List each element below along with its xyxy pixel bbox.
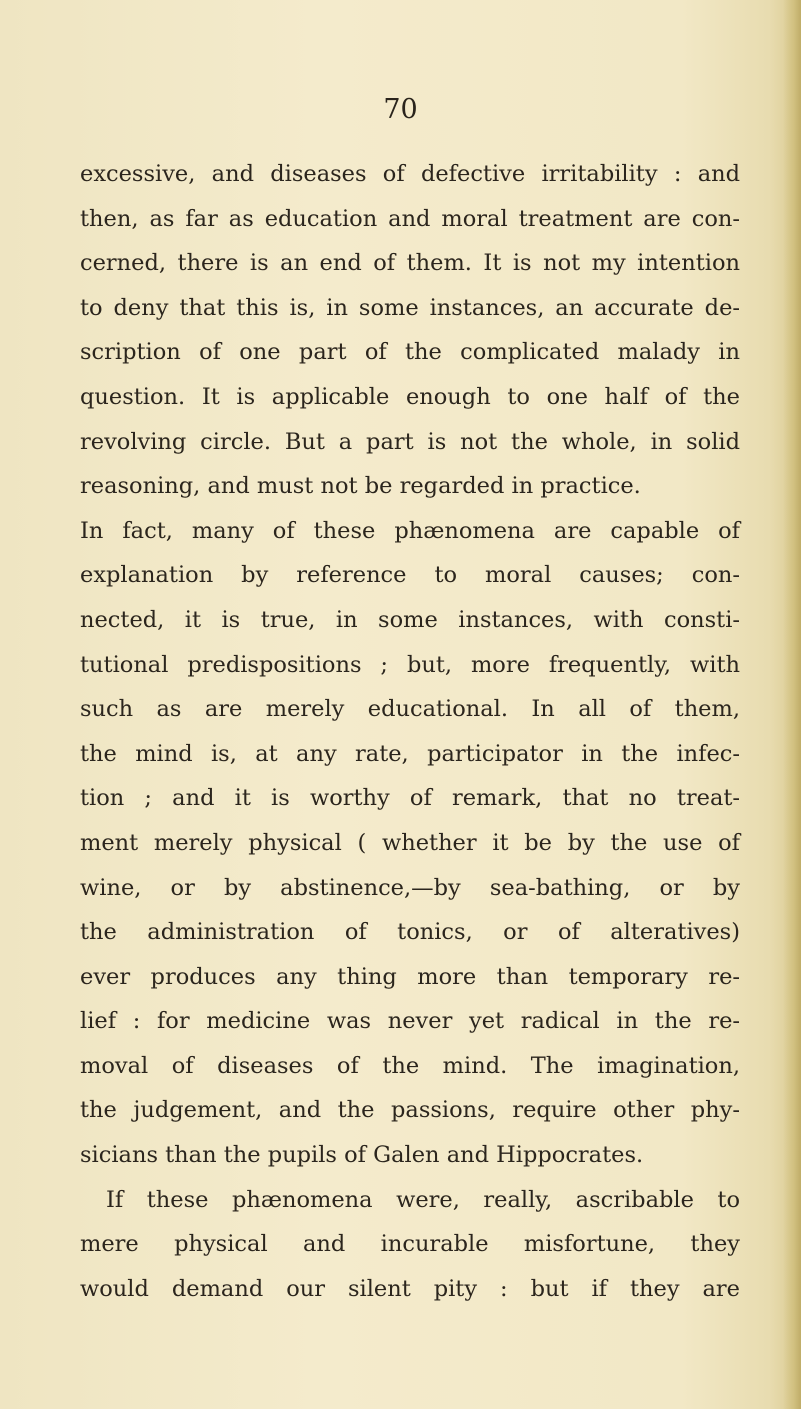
text-line: ever produces any thing more than temporary re- bbox=[80, 963, 740, 990]
text-line: tutional predispositions ; but, more frequently, with bbox=[80, 651, 740, 678]
text-line: lief : for medicine was never yet radical in the re- bbox=[80, 1008, 740, 1035]
text-line: such as are merely educational. In all of them, bbox=[80, 696, 740, 723]
text-line: If these phænomena were, really, ascribable to bbox=[106, 1186, 740, 1213]
text-line: In fact, many of these phænomena are capable of bbox=[80, 517, 740, 544]
text-line: would demand our silent pity : but if they are bbox=[80, 1275, 740, 1302]
text-line: scription of one part of the complicated malady in bbox=[80, 339, 740, 366]
text-line: tion ; and it is worthy of remark, that no treat- bbox=[80, 785, 740, 812]
text-line: the administration of tonics, or of alteratives) bbox=[80, 919, 740, 946]
text-line: moval of diseases of the mind. The imagination, bbox=[80, 1052, 740, 1079]
text-line: cerned, there is an end of them. It is not my intention bbox=[80, 250, 740, 277]
text-line: reasoning, and must not be regarded in practice. bbox=[80, 473, 641, 500]
text-line: mere physical and incurable misfortune, they bbox=[80, 1231, 740, 1258]
text-line: the mind is, at any rate, participator in the infec- bbox=[80, 740, 740, 767]
text-line: to deny that this is, in some instances, an accurate de- bbox=[80, 294, 740, 321]
text-line: then, as far as education and moral treatment are con- bbox=[80, 205, 740, 232]
page-number: 70 bbox=[383, 94, 418, 125]
text-line: excessive, and diseases of defective irritability : and bbox=[80, 161, 740, 187]
body-text bbox=[80, 152, 740, 1311]
text-line: explanation by reference to moral causes; con- bbox=[80, 562, 740, 589]
text-line: sicians than the pupils of Galen and Hippocrates. bbox=[80, 1142, 644, 1169]
text-line: wine, or by abstinence,—by sea-bathing, or by bbox=[80, 874, 740, 901]
text-line: nected, it is true, in some instances, with consti- bbox=[80, 606, 740, 633]
text-line: ment merely physical ( whether it be by the use of bbox=[80, 829, 740, 856]
text-line: the judgement, and the passions, require other phy- bbox=[80, 1097, 740, 1124]
text-line: revolving circle. But a part is not the whole, in solid bbox=[80, 428, 740, 455]
text-line: question. It is applicable enough to one half of the bbox=[80, 383, 740, 410]
page-edge-shadow bbox=[783, 0, 801, 1409]
